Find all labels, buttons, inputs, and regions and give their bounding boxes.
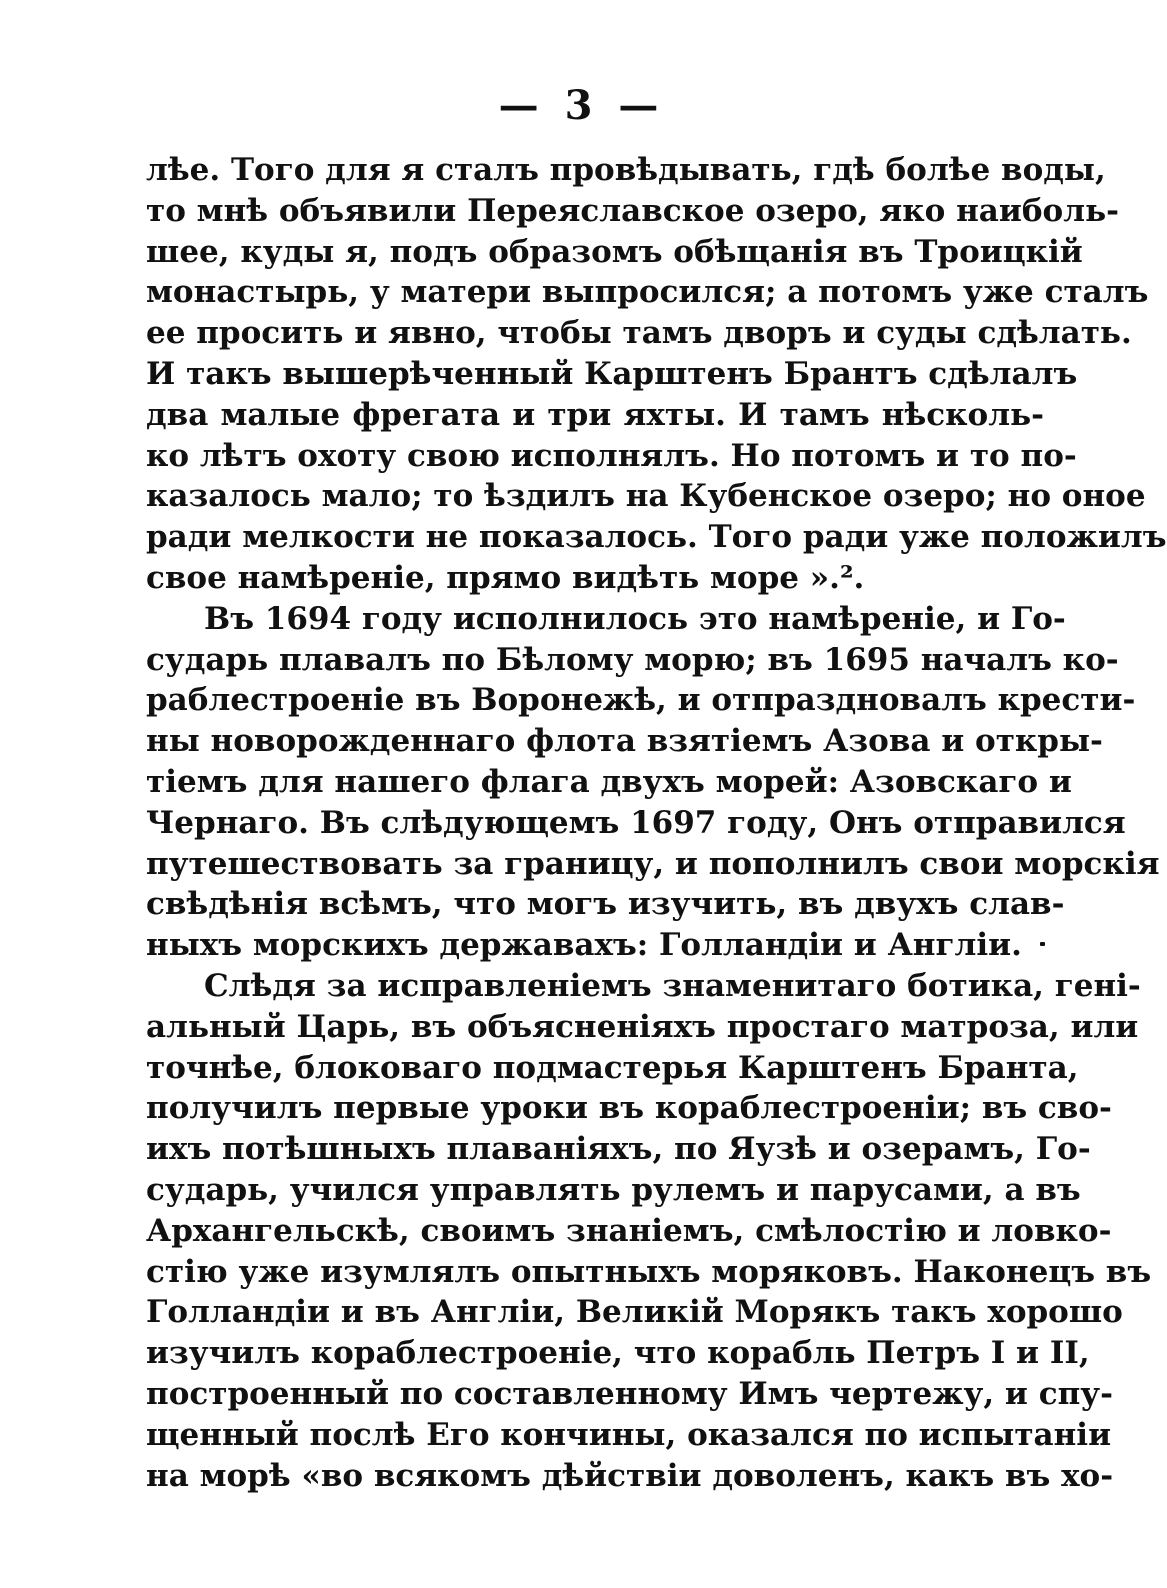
text-line: получилъ первые уроки въ кораблестроеніи; въ сво- <box>146 1090 1112 1127</box>
text-line: путешествовать за границу, и пополнилъ свои морскія <box>146 845 1160 882</box>
text-line: на морѣ «во всякомъ дѣйствіи доволенъ, какъ въ хо- <box>146 1457 1114 1494</box>
ink-speck <box>1040 942 1045 946</box>
text-line: монастырь, у матери выпросился; а потомъ уже сталъ <box>146 274 1149 311</box>
text-line: казалось мало; то ѣздилъ на Кубенское озеро; но оное <box>146 478 1146 515</box>
text-line: два малые фрегата и три яхты. И тамъ нѣсколь- <box>146 396 1044 433</box>
text-line: ради мелкости не показалось. Того ради уже положилъ <box>146 519 1167 556</box>
text-line: свѣдѣнія всѣмъ, что могъ изучить, въ двухъ слав- <box>146 886 1065 923</box>
text-line: Чернаго. Въ слѣдующемъ 1697 году, Онъ отправился <box>146 804 1126 841</box>
text-line: то мнѣ объявили Переяславское озеро, яко наиболь- <box>146 192 1119 229</box>
paragraph <box>146 150 1167 599</box>
text-line: свое намѣреніе, прямо видѣть море ».². <box>146 559 865 596</box>
text-line: раблестроеніе въ Воронежѣ, и отпраздновалъ крести- <box>146 682 1136 719</box>
text-line: альный Царь, въ объясненіяхъ простаго матроза, или <box>146 1008 1139 1045</box>
text-line: ко лѣтъ охоту свою исполнялъ. Но потомъ и то по- <box>146 437 1077 474</box>
text-line: построенный по составленному Имъ чертежу, и спу- <box>146 1375 1113 1412</box>
text-line: ны новорожденнаго флота взятіемъ Азова и откры- <box>146 723 1103 760</box>
text-line: стію уже изумлялъ опытныхъ моряковъ. Наконецъ въ <box>146 1253 1152 1290</box>
paragraph <box>146 966 1152 1496</box>
body-text <box>146 150 1167 1496</box>
text-line: И такъ вышерѣченный Карштенъ Брантъ сдѣлалъ <box>146 355 1078 392</box>
text-line: щенный послѣ Его кончины, оказался по испытаніи <box>146 1416 1112 1453</box>
page-number: — 3 — <box>498 82 665 129</box>
text-line: ихъ потѣшныхъ плаваніяхъ, по Яузѣ и озерамъ, Го- <box>146 1131 1091 1168</box>
paragraph <box>146 599 1160 966</box>
text-line: лѣе. Того для я сталъ провѣдывать, гдѣ болѣе воды, <box>146 152 1106 188</box>
text-line: Слѣдя за исправленіемъ знаменитаго ботика, гені- <box>204 967 1141 1004</box>
text-line: шее, куды я, подъ образомъ обѣщанія въ Троицкій <box>146 233 1083 270</box>
text-line: ее просить и явно, чтобы тамъ дворъ и суды сдѣлать. <box>146 315 1132 352</box>
text-line: точнѣе, блоковаго подмастерья Карштенъ Бранта, <box>146 1049 1079 1086</box>
text-line: Архангельскѣ, своимъ знаніемъ, смѣлостію и ловко- <box>146 1212 1112 1249</box>
text-line: Голландіи и въ Англіи, Великій Морякъ такъ хорошо <box>146 1294 1123 1331</box>
text-line: изучилъ кораблестроеніе, что корабль Петръ I и II, <box>146 1335 1090 1372</box>
text-line: сударь плавалъ по Бѣлому морю; въ 1695 началъ ко- <box>146 641 1119 678</box>
text-line: ныхъ морскихъ державахъ: Голландіи и Англіи. <box>146 927 1022 964</box>
text-line: сударь, учился управлять рулемъ и парусами, а въ <box>146 1171 1081 1208</box>
text-line: тіемъ для нашего флага двухъ морей: Азовскаго и <box>146 763 1072 800</box>
text-line: Въ 1694 году исполнилось это намѣреніе, и Го- <box>204 600 1066 637</box>
